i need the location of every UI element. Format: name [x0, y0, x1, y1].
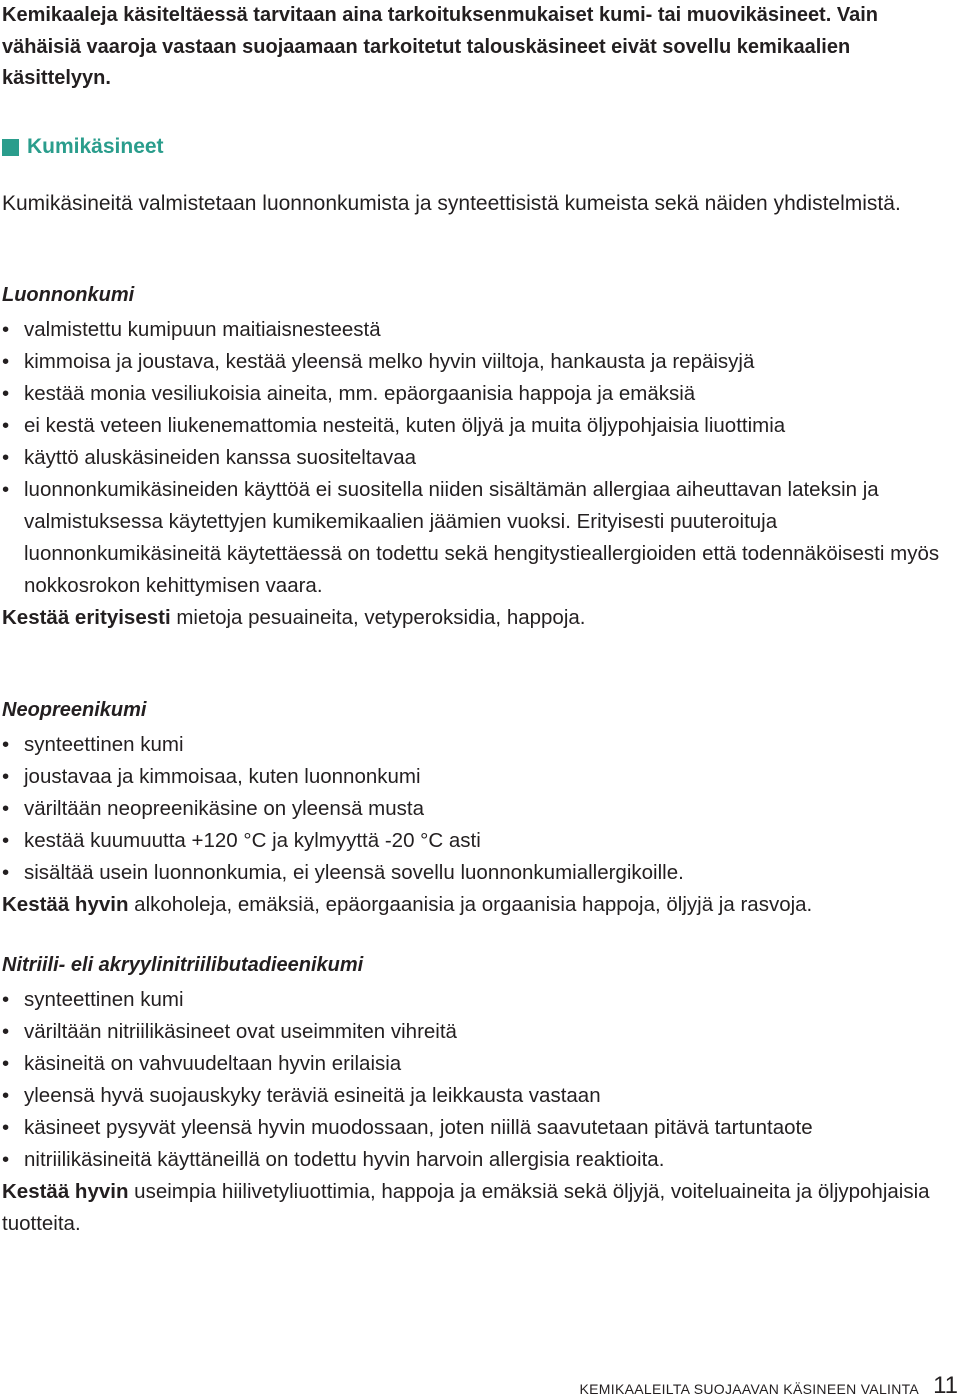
footer-title: KEMIKAALEILTA SUOJAAVAN KÄSINEEN VALINTA — [579, 1381, 920, 1397]
natural-rubber-resistance — [2, 602, 942, 634]
list-item: • kestää monia vesiliukoisia aineita, mm. epäorgaanisia happoja ja emäksiä — [2, 378, 942, 410]
page-footer — [580, 1372, 958, 1398]
list-item: • joustavaa ja kimmoisaa, kuten luonnonkumi — [2, 761, 942, 793]
neoprene-list — [2, 729, 942, 889]
list-item: • käyttö aluskäsineiden kanssa suositeltavaa — [2, 442, 942, 474]
list-item: • ei kestä veteen liukenemattomia nesteitä, kuten öljyä ja muita öljypohjaisia liuottimia — [2, 410, 942, 442]
list-item: • sisältää usein luonnonkumia, ei yleensä sovellu luonnonkumiallergikoille. — [2, 857, 942, 889]
list-item: • yleensä hyvä suojauskyky teräviä esineitä ja leikkausta vastaan — [2, 1080, 942, 1112]
list-item: • synteettinen kumi — [2, 729, 942, 761]
nitrile-resistance — [2, 1176, 942, 1240]
neoprene-title: Neopreenikumi — [2, 699, 147, 721]
square-bullet-icon — [2, 139, 19, 156]
resistance-label: Kestää erityisesti — [2, 606, 171, 629]
page-number: 11 — [933, 1372, 958, 1399]
natural-rubber-title: Luonnonkumi — [2, 284, 135, 306]
section-heading — [2, 131, 164, 163]
neoprene-section — [2, 695, 942, 921]
list-item: • kestää kuumuutta +120 °C ja kylmyyttä -20 °C asti — [2, 825, 942, 857]
list-item: • synteettinen kumi — [2, 984, 942, 1016]
list-item: • nitriilikäsineitä käyttäneillä on todettu hyvin harvoin allergisia reaktioita. — [2, 1144, 942, 1176]
nitrile-list — [2, 984, 942, 1176]
section-intro-text: Kumikäsineitä valmistetaan luonnonkumista ja synteettisistä kumeista sekä näiden yhdistelmistä. — [2, 192, 901, 215]
natural-rubber-list — [2, 314, 942, 602]
neoprene-resistance — [2, 889, 942, 921]
list-item: • väriltään nitriilikäsineet ovat useimmiten vihreitä — [2, 1016, 942, 1048]
list-item: • valmistettu kumipuun maitiaisnesteestä — [2, 314, 942, 346]
resistance-text: mietoja pesuaineita, vetyperoksidia, happoja. — [170, 606, 586, 629]
section-title: Kumikäsineet — [27, 135, 164, 158]
list-item: • käsineitä on vahvuudeltaan hyvin erilaisia — [2, 1048, 942, 1080]
resistance-label: Kestää hyvin — [2, 1180, 129, 1203]
nitrile-title: Nitriili- eli akryylinitriilibutadieenikumi — [2, 954, 364, 976]
list-item: • luonnonkumikäsineiden käyttöä ei suositella niiden sisältämän allergiaa aiheuttavan lateksin ja valmistuksessa käytettyjen kumikemikaalien jäämien vuoksi. Erityisesti puuteroituja luonnonkumikäsineitä käytettäessä on todettu sekä hengitystieallergioiden että todennäköisesti myös nokkosrokon kehittymisen vaara. — [2, 474, 942, 602]
list-item: • käsineet pysyvät yleensä hyvin muodossaan, joten niillä saavutetaan pitävä tartuntaote — [2, 1112, 942, 1144]
resistance-text: useimpia hiilivetyliuottimia, happoja ja emäksiä sekä öljyjä, voiteluaineita ja öljypohjaisia tuotteita. — [2, 1180, 930, 1235]
natural-rubber-section — [2, 280, 942, 634]
list-item: • väriltään neopreenikäsine on yleensä musta — [2, 793, 942, 825]
list-item: • kimmoisa ja joustava, kestää yleensä melko hyvin viiltoja, hankausta ja repäisyjä — [2, 346, 942, 378]
resistance-text: alkoholeja, emäksiä, epäorgaanisia ja orgaanisia happoja, öljyjä ja rasvoja. — [128, 893, 813, 916]
resistance-label: Kestää hyvin — [2, 893, 129, 916]
intro-paragraph: Kemikaaleja käsiteltäessä tarvitaan aina tarkoituksenmukaiset kumi- tai muovikäsineet. Vain vähäisiä vaaroja vastaan suojaamaan tarkoitetut talouskäsineet eivät sovellu kemikaalien käsittelyyn. — [2, 4, 878, 89]
nitrile-section — [2, 950, 942, 1240]
